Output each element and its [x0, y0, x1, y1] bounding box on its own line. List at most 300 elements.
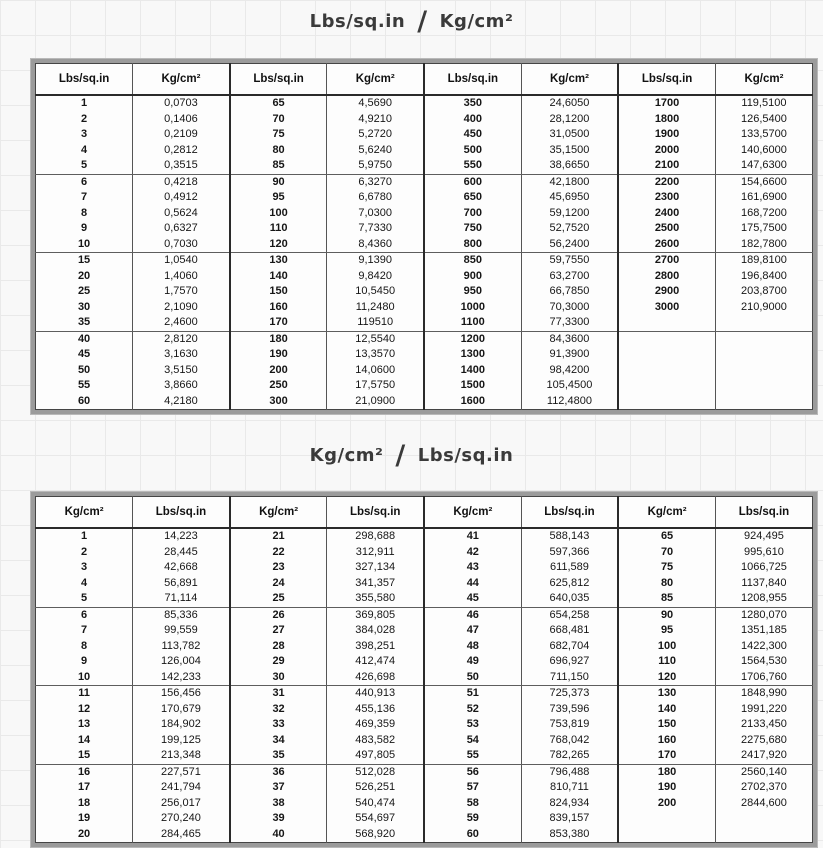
table-row: [36, 331, 813, 347]
title-slash: /: [395, 440, 406, 471]
source-value-cell: 150: [230, 284, 327, 300]
source-value-cell: 23: [230, 560, 327, 576]
converted-value-cell: 1422,300: [740, 639, 787, 652]
source-value-cell: 110: [618, 654, 715, 670]
converted-value-cell: 1706,760: [715, 670, 812, 686]
source-value-cell: 4: [36, 576, 133, 592]
converted-value-cell: 21,0900: [355, 394, 396, 407]
title-slash: /: [417, 6, 428, 37]
converted-value-cell: 312,911: [355, 545, 395, 558]
source-value-cell: 40: [36, 331, 133, 347]
source-value-cell: [618, 363, 715, 379]
table-row: [36, 112, 813, 128]
source-value-cell: 650: [424, 190, 521, 206]
converted-value-cell: 768,042: [549, 733, 590, 746]
converted-value-cell: 9,1390: [358, 254, 393, 266]
converted-value-cell: 133,5700: [740, 128, 787, 140]
converted-value-cell: 597,366: [549, 545, 590, 558]
converted-value-cell: 554,697: [355, 812, 396, 824]
converted-value-cell: 2,8120: [164, 332, 198, 345]
converted-value-cell: 35,1500: [549, 143, 590, 156]
converted-value-cell: 24,6050: [549, 97, 590, 109]
converted-value-cell: 126,5400: [740, 112, 787, 125]
converted-value-cell: 654,258: [549, 608, 590, 621]
source-value-cell: 10: [36, 237, 133, 253]
source-value-cell: 2800: [618, 269, 715, 285]
source-value-cell: 11: [36, 686, 133, 702]
converted-value-cell: 384,028: [355, 624, 396, 636]
converted-value-cell: 105,4500: [546, 379, 593, 391]
converted-value-cell: 5,6240: [358, 143, 393, 156]
source-value-cell: 160: [618, 733, 715, 749]
source-value-cell: 2000: [618, 143, 715, 159]
source-value-cell: 300: [230, 394, 327, 410]
converted-value-cell: 483,582: [355, 733, 396, 746]
column-header: Lbs/sq.in: [36, 64, 133, 96]
column-header: Lbs/sq.in: [618, 64, 715, 96]
column-header: Lbs/sq.in: [424, 64, 521, 96]
source-value-cell: 34: [230, 733, 327, 749]
converted-value-cell: 810,711: [549, 781, 589, 793]
source-value-cell: 700: [424, 206, 521, 222]
table-row: [36, 560, 813, 576]
converted-value-cell: [715, 363, 812, 379]
source-value-cell: 120: [230, 237, 327, 253]
source-value-cell: 160: [230, 300, 327, 316]
converted-value-cell: 9,8420: [358, 269, 393, 282]
table-row: [36, 733, 813, 749]
converted-value-cell: 782,265: [521, 748, 618, 764]
source-value-cell: 250: [230, 378, 327, 394]
converted-value-cell: 140,6000: [740, 143, 787, 156]
converted-value-cell: 412,474: [355, 655, 396, 667]
source-value-cell: 90: [230, 174, 327, 190]
converted-value-cell: 739,596: [549, 702, 590, 715]
converted-value-cell: 5,2720: [358, 128, 393, 140]
source-value-cell: 42: [424, 545, 521, 561]
source-value-cell: 52: [424, 702, 521, 718]
source-value-cell: 450: [424, 127, 521, 143]
converted-value-cell: 17,5750: [355, 379, 396, 391]
source-value-cell: 36: [230, 764, 327, 780]
converted-value-cell: 1848,990: [740, 687, 787, 699]
source-value-cell: 2600: [618, 237, 715, 253]
source-value-cell: 1400: [424, 363, 521, 379]
table-row: [36, 300, 813, 316]
source-value-cell: 29: [230, 654, 327, 670]
table-row: [36, 143, 813, 159]
header-row: [36, 64, 813, 96]
converted-value-cell: 147,6300: [715, 158, 812, 174]
column-header: Lbs/sq.in: [230, 64, 327, 96]
converted-value-cell: 0,4912: [164, 191, 198, 203]
converted-value-cell: 924,495: [744, 530, 784, 542]
source-value-cell: 20: [36, 269, 133, 285]
source-value-cell: 30: [230, 670, 327, 686]
source-value-cell: 20: [36, 827, 133, 843]
converted-value-cell: 45,6950: [549, 191, 590, 203]
table-row: [36, 315, 813, 331]
source-value-cell: 100: [230, 206, 327, 222]
source-value-cell: 1600: [424, 394, 521, 410]
source-value-cell: 90: [618, 607, 715, 623]
source-value-cell: 6: [36, 174, 133, 190]
source-value-cell: 80: [618, 576, 715, 592]
source-value-cell: 1900: [618, 127, 715, 143]
converted-value-cell: 1351,185: [740, 624, 787, 636]
source-value-cell: 1: [36, 528, 133, 545]
source-value-cell: 150: [618, 717, 715, 733]
converted-value-cell: 1208,955: [715, 591, 812, 607]
source-value-cell: 28: [230, 639, 327, 655]
column-header: Lbs/sq.in: [521, 497, 618, 529]
source-value-cell: 800: [424, 237, 521, 253]
source-value-cell: 39: [230, 811, 327, 827]
converted-value-cell: 11,2480: [355, 300, 395, 313]
table-row: [36, 764, 813, 780]
converted-value-cell: 91,3900: [549, 348, 590, 360]
table-row: [36, 623, 813, 639]
source-value-cell: 55: [424, 748, 521, 764]
source-value-cell: 47: [424, 623, 521, 639]
column-header: Kg/cm²: [230, 497, 327, 529]
converted-value-cell: 0,3515: [133, 158, 230, 174]
converted-value-cell: 4,5690: [358, 97, 393, 109]
source-value-cell: 110: [230, 221, 327, 237]
converted-value-cell: [715, 811, 812, 827]
source-value-cell: 51: [424, 686, 521, 702]
source-value-cell: 30: [36, 300, 133, 316]
source-value-cell: 200: [230, 363, 327, 379]
converted-value-cell: 0,2812: [164, 143, 198, 156]
converted-value-cell: 588,143: [549, 530, 590, 542]
table-row: [36, 528, 813, 545]
source-value-cell: 35: [230, 748, 327, 764]
converted-value-cell: 2702,370: [740, 781, 787, 793]
table-row: [36, 607, 813, 623]
converted-value-cell: 119510: [327, 315, 424, 331]
converted-value-cell: 42,1800: [549, 175, 590, 188]
converted-value-cell: 1,7570: [164, 285, 198, 297]
conversion-table-kg-to-lbs: [30, 491, 818, 848]
source-value-cell: 35: [36, 315, 133, 331]
converted-value-cell: 210,9000: [740, 300, 787, 313]
converted-value-cell: 824,934: [549, 796, 590, 809]
converted-value-cell: 168,7200: [740, 206, 787, 219]
converted-value-cell: 0,4218: [164, 175, 198, 188]
source-value-cell: 2100: [618, 158, 715, 174]
source-value-cell: 22: [230, 545, 327, 561]
source-value-cell: [618, 347, 715, 363]
source-value-cell: 140: [618, 702, 715, 718]
converted-value-cell: 1066,725: [740, 561, 787, 573]
source-value-cell: 26: [230, 607, 327, 623]
table-row: [36, 158, 813, 174]
table-row: [36, 269, 813, 285]
converted-value-cell: 440,913: [355, 687, 396, 699]
source-value-cell: 200: [618, 796, 715, 812]
converted-value-cell: 469,359: [355, 718, 396, 730]
source-value-cell: 180: [230, 331, 327, 347]
converted-value-cell: 199,125: [161, 733, 201, 746]
converted-value-cell: 7,7330: [358, 222, 393, 234]
source-value-cell: 17: [36, 780, 133, 796]
converted-value-cell: 341,357: [355, 576, 396, 589]
converted-value-cell: [715, 315, 812, 331]
source-value-cell: 7: [36, 190, 133, 206]
source-value-cell: 2500: [618, 221, 715, 237]
source-value-cell: 75: [618, 560, 715, 576]
source-value-cell: 170: [618, 748, 715, 764]
converted-value-cell: 6,3270: [358, 175, 393, 188]
table-row: [36, 174, 813, 190]
source-value-cell: 3000: [618, 300, 715, 316]
source-value-cell: [618, 378, 715, 394]
table-row: [36, 347, 813, 363]
source-value-cell: 33: [230, 717, 327, 733]
source-value-cell: 9: [36, 221, 133, 237]
converted-value-cell: 77,3300: [521, 315, 618, 331]
converted-value-cell: 156,456: [161, 687, 201, 699]
converted-value-cell: 512,028: [355, 765, 396, 778]
source-value-cell: 500: [424, 143, 521, 159]
converted-value-cell: 696,927: [549, 655, 590, 667]
table-row: [36, 545, 813, 561]
converted-value-cell: 28,445: [164, 545, 198, 558]
converted-value-cell: 796,488: [549, 765, 590, 778]
converted-value-cell: 284,465: [161, 827, 201, 840]
column-header: Kg/cm²: [618, 497, 715, 529]
source-value-cell: 2700: [618, 253, 715, 269]
converted-value-cell: 2,4600: [133, 315, 230, 331]
table-row: [36, 591, 813, 607]
converted-value-cell: 625,812: [549, 576, 590, 589]
source-value-cell: 45: [424, 591, 521, 607]
converted-value-cell: 119,5100: [741, 97, 787, 109]
source-value-cell: 14: [36, 733, 133, 749]
converted-value-cell: 1,0540: [164, 254, 198, 266]
source-value-cell: 1300: [424, 347, 521, 363]
table-row: [36, 748, 813, 764]
converted-value-cell: 3,8660: [164, 379, 198, 391]
source-value-cell: 65: [618, 528, 715, 545]
converted-value-cell: 668,481: [549, 624, 590, 636]
source-value-cell: 50: [36, 363, 133, 379]
column-header: Kg/cm²: [424, 497, 521, 529]
converted-value-cell: 540,474: [355, 796, 396, 809]
converted-value-cell: 5,9750: [327, 158, 424, 174]
source-value-cell: 41: [424, 528, 521, 545]
converted-value-cell: [715, 827, 812, 843]
source-value-cell: 170: [230, 315, 327, 331]
converted-value-cell: 4,2180: [164, 394, 198, 407]
conversion-table-lbs-to-kg: [30, 58, 818, 415]
source-value-cell: 550: [424, 158, 521, 174]
source-value-cell: 27: [230, 623, 327, 639]
converted-value-cell: 682,704: [549, 639, 590, 652]
converted-value-cell: 66,7850: [549, 285, 590, 297]
converted-value-cell: 995,610: [744, 545, 784, 558]
source-value-cell: 53: [424, 717, 521, 733]
converted-value-cell: 113,782: [161, 639, 201, 652]
converted-value-cell: 161,6900: [740, 191, 787, 203]
converted-value-cell: 112,4800: [546, 394, 592, 407]
converted-value-cell: 327,134: [355, 561, 396, 573]
converted-value-cell: 270,240: [161, 812, 201, 824]
source-value-cell: [618, 315, 715, 331]
column-header: Kg/cm²: [133, 64, 230, 96]
table-row: [36, 363, 813, 379]
source-value-cell: 1500: [424, 378, 521, 394]
converted-value-cell: 2417,920: [715, 748, 812, 764]
converted-value-cell: 753,819: [549, 718, 590, 730]
source-value-cell: 55: [36, 378, 133, 394]
converted-value-cell: 2844,600: [740, 796, 787, 809]
source-value-cell: 56: [424, 764, 521, 780]
converted-value-cell: 497,805: [327, 748, 424, 764]
converted-value-cell: 711,150: [521, 670, 618, 686]
converted-value-cell: 839,157: [549, 812, 590, 824]
converted-value-cell: [715, 331, 812, 347]
table-row: [36, 796, 813, 812]
converted-value-cell: 182,7800: [715, 237, 812, 253]
converted-value-cell: 99,559: [164, 624, 198, 636]
source-value-cell: 24: [230, 576, 327, 592]
converted-value-cell: 142,233: [133, 670, 230, 686]
converted-value-cell: 13,3570: [355, 348, 396, 360]
converted-value-cell: 154,6600: [740, 175, 787, 188]
converted-value-cell: 52,7520: [549, 222, 590, 234]
converted-value-cell: 4,9210: [358, 112, 393, 125]
source-value-cell: 70: [618, 545, 715, 561]
source-value-cell: 6: [36, 607, 133, 623]
source-value-cell: [618, 394, 715, 410]
converted-value-cell: 2133,450: [740, 718, 787, 730]
converted-value-cell: 455,136: [355, 702, 396, 715]
converted-value-cell: [715, 394, 812, 410]
table-row: [36, 127, 813, 143]
converted-value-cell: 0,0703: [164, 97, 198, 109]
source-value-cell: 7: [36, 623, 133, 639]
converted-value-cell: 56,2400: [521, 237, 618, 253]
source-value-cell: 12: [36, 702, 133, 718]
source-value-cell: 3: [36, 560, 133, 576]
source-value-cell: 750: [424, 221, 521, 237]
source-value-cell: 4: [36, 143, 133, 159]
source-value-cell: 13: [36, 717, 133, 733]
source-value-cell: 140: [230, 269, 327, 285]
source-value-cell: 80: [230, 143, 327, 159]
title-unit-right: Kg/cm²: [439, 11, 514, 32]
source-value-cell: 1800: [618, 112, 715, 128]
source-value-cell: 130: [618, 686, 715, 702]
table-row: [36, 717, 813, 733]
converted-value-cell: 2,1090: [164, 300, 198, 313]
source-value-cell: 2200: [618, 174, 715, 190]
table-row: [36, 576, 813, 592]
converted-value-cell: 0,1406: [164, 112, 198, 125]
source-value-cell: 190: [230, 347, 327, 363]
source-value-cell: 400: [424, 112, 521, 128]
source-value-cell: 46: [424, 607, 521, 623]
converted-value-cell: 98,4200: [549, 363, 590, 376]
source-value-cell: 1: [36, 95, 133, 112]
source-value-cell: 10: [36, 670, 133, 686]
converted-value-cell: 355,580: [327, 591, 424, 607]
converted-value-cell: 1280,070: [740, 608, 787, 621]
converted-value-cell: 203,8700: [740, 285, 787, 297]
converted-value-cell: 196,8400: [740, 269, 787, 282]
source-value-cell: 16: [36, 764, 133, 780]
source-value-cell: 60: [36, 394, 133, 410]
source-value-cell: 49: [424, 654, 521, 670]
source-value-cell: 1200: [424, 331, 521, 347]
source-value-cell: 5: [36, 158, 133, 174]
source-value-cell: 38: [230, 796, 327, 812]
source-value-cell: 2: [36, 112, 133, 128]
table-row: [36, 378, 813, 394]
table-row: [36, 654, 813, 670]
source-value-cell: 50: [424, 670, 521, 686]
source-value-cell: 180: [618, 764, 715, 780]
source-value-cell: 190: [618, 780, 715, 796]
source-value-cell: [618, 331, 715, 347]
converted-value-cell: 42,668: [164, 561, 198, 573]
converted-value-cell: 126,004: [161, 655, 201, 667]
converted-value-cell: 31,0500: [549, 128, 590, 140]
source-value-cell: 100: [618, 639, 715, 655]
table-row: [36, 811, 813, 827]
converted-value-cell: 10,5450: [355, 285, 396, 297]
table-row: [36, 237, 813, 253]
converted-value-cell: 71,114: [133, 591, 230, 607]
table-row: [36, 827, 813, 843]
source-value-cell: 37: [230, 780, 327, 796]
table-row: [36, 394, 813, 410]
column-header: Kg/cm²: [521, 64, 618, 96]
converted-value-cell: 38,6650: [521, 158, 618, 174]
converted-value-cell: 7,0300: [358, 206, 393, 219]
converted-value-cell: 189,8100: [740, 254, 787, 266]
source-value-cell: 58: [424, 796, 521, 812]
converted-value-cell: 0,6327: [164, 222, 198, 234]
source-value-cell: 130: [230, 253, 327, 269]
source-value-cell: [618, 811, 715, 827]
source-value-cell: 25: [230, 591, 327, 607]
converted-value-cell: 853,380: [549, 827, 590, 840]
table-row: [36, 221, 813, 237]
source-value-cell: 40: [230, 827, 327, 843]
source-value-cell: 59: [424, 811, 521, 827]
source-value-cell: [618, 827, 715, 843]
source-value-cell: 950: [424, 284, 521, 300]
converted-value-cell: 70,3000: [549, 300, 590, 313]
converted-value-cell: 8,4360: [327, 237, 424, 253]
title-unit-left: Kg/cm²: [309, 445, 384, 466]
source-value-cell: 120: [618, 670, 715, 686]
title-unit-right: Lbs/sq.in: [417, 445, 514, 466]
converted-value-cell: 0,7030: [133, 237, 230, 253]
column-header: Kg/cm²: [715, 64, 812, 96]
converted-value-cell: 526,251: [355, 781, 396, 793]
converted-value-cell: 3,1630: [164, 348, 198, 360]
source-value-cell: 48: [424, 639, 521, 655]
table-row: [36, 95, 813, 112]
converted-value-cell: 298,688: [355, 530, 396, 542]
source-value-cell: 9: [36, 654, 133, 670]
converted-value-cell: 175,7500: [740, 222, 787, 234]
converted-value-cell: 640,035: [521, 591, 618, 607]
